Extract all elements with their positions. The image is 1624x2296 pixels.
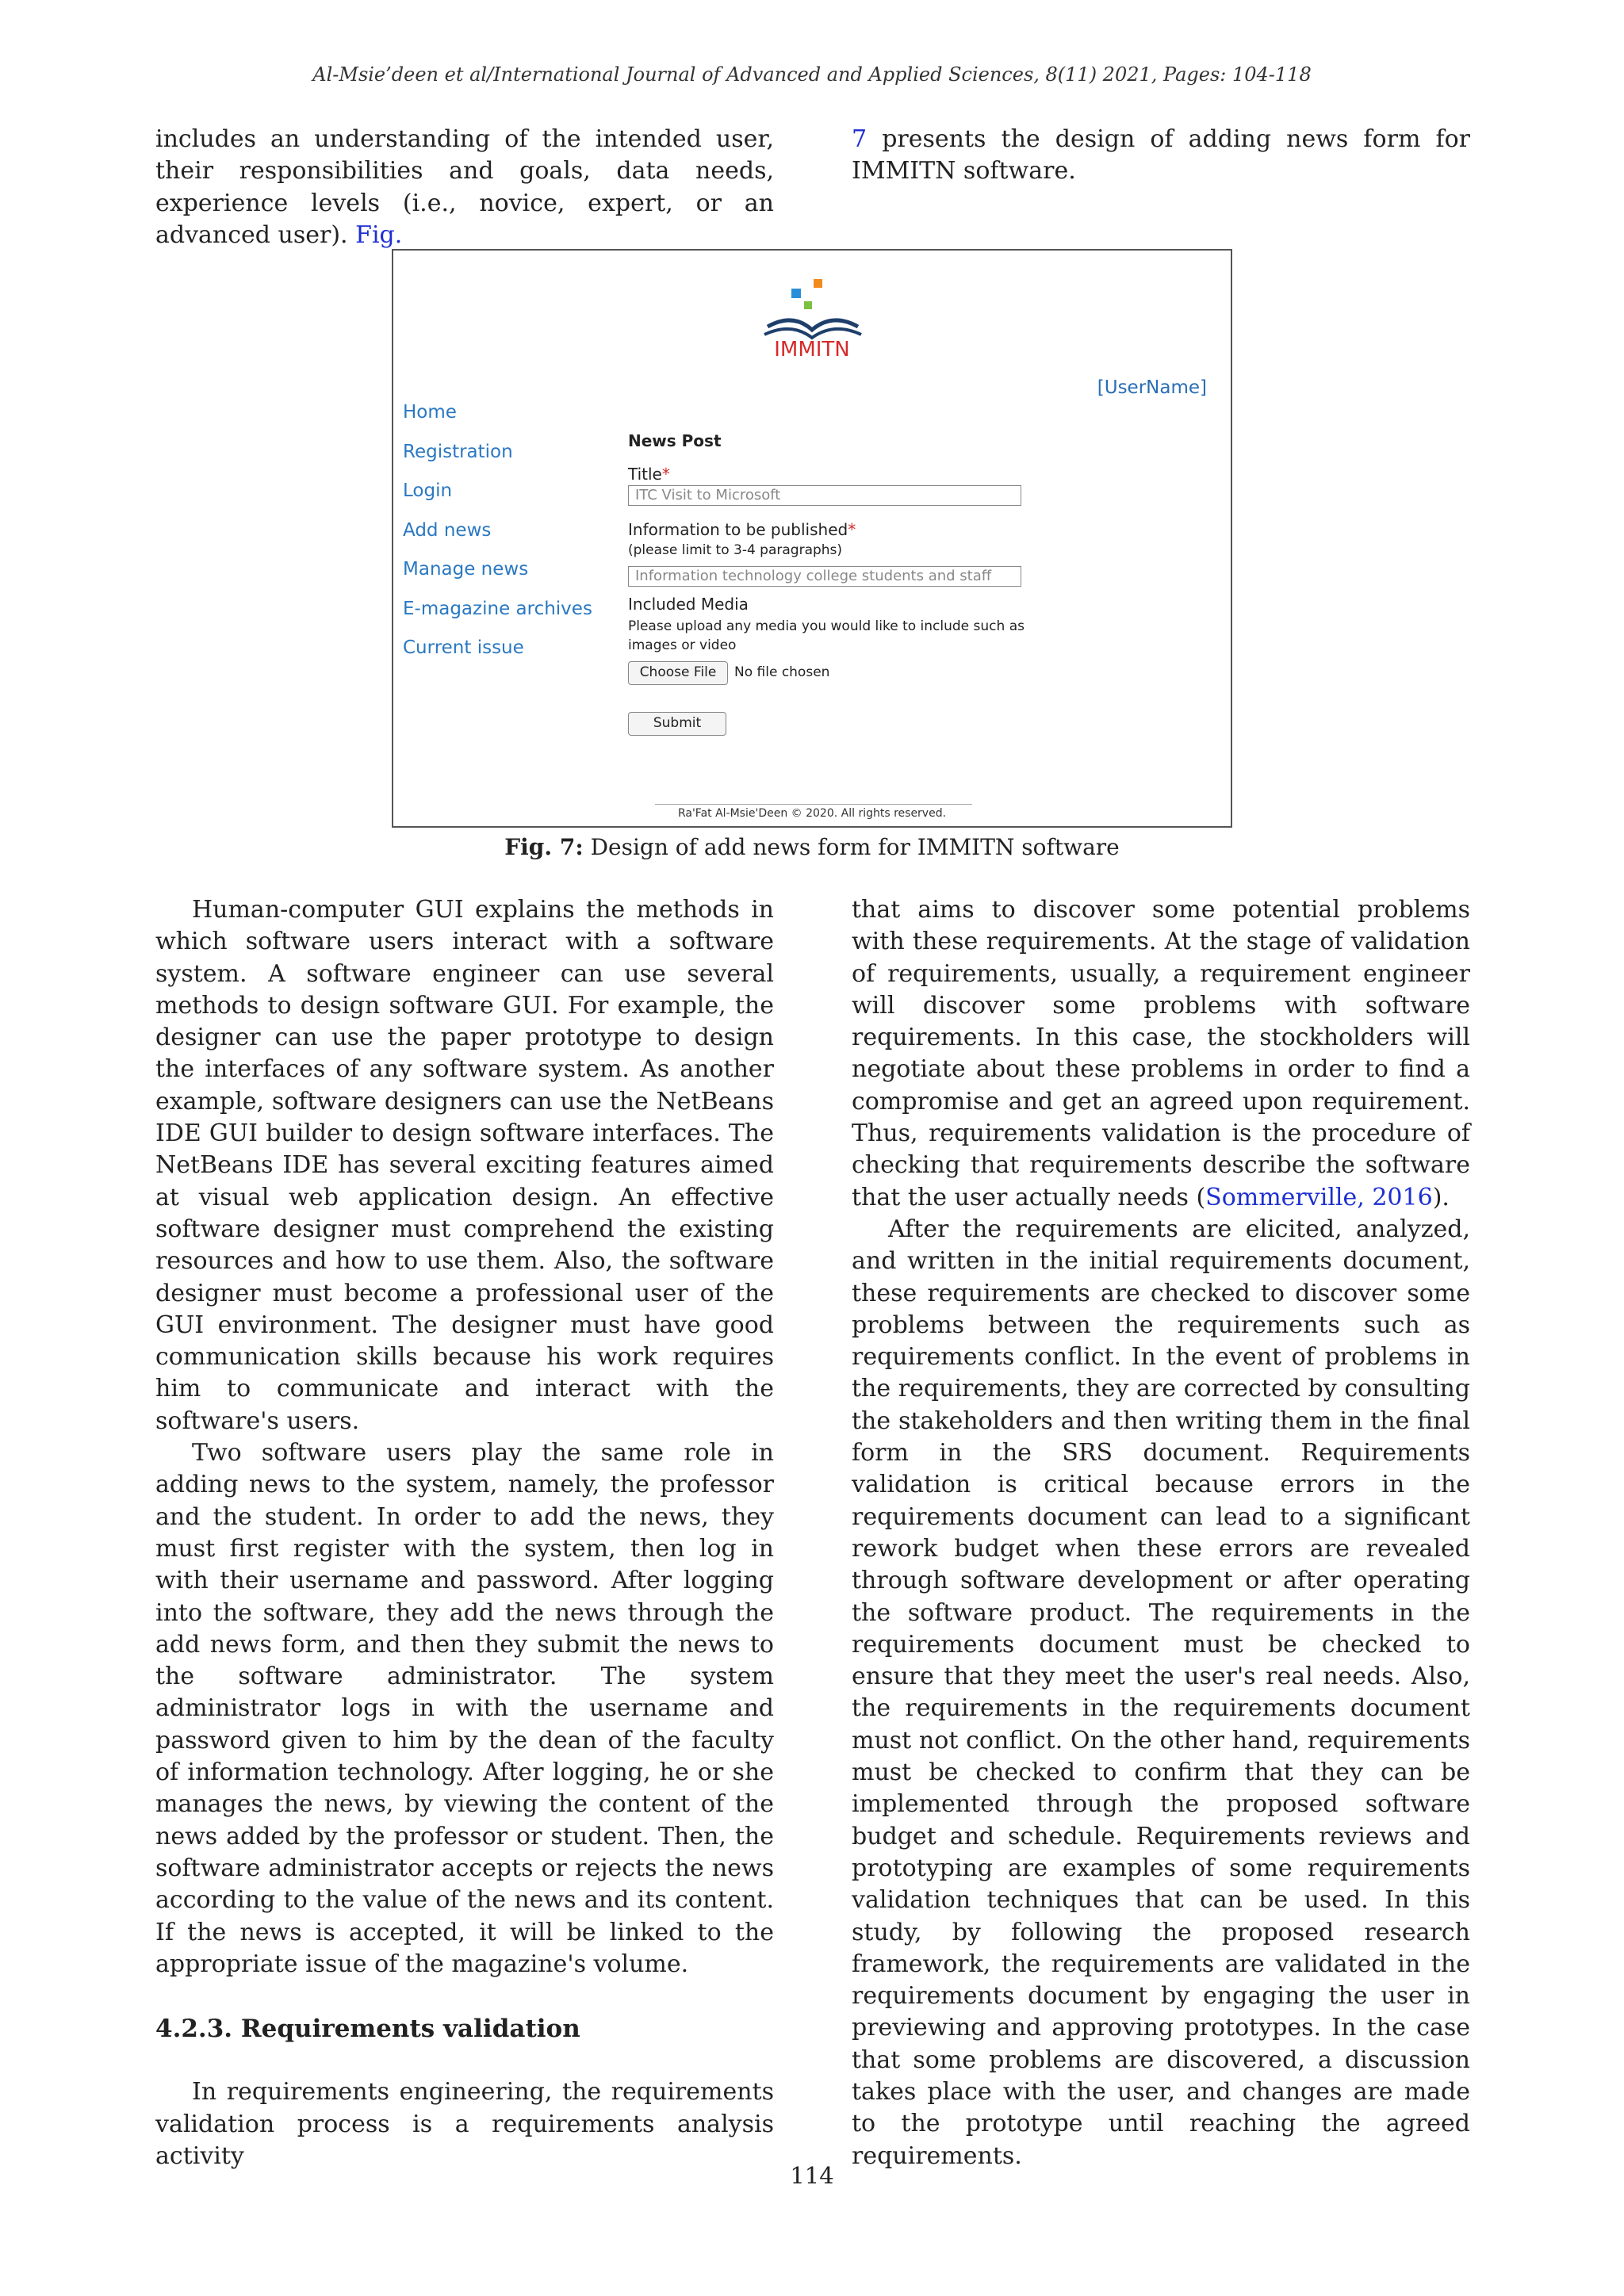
nav-emagazine-archives[interactable]: E-magazine archives: [403, 598, 592, 619]
media-label: Included Media: [628, 595, 749, 614]
brand-name: IMMITN: [774, 338, 850, 362]
top-left-body: includes an understanding of the intended user, their responsibilities and goals, data needs, experience levels (i.e., novice, expert, or an advanced user).: [155, 125, 774, 249]
nav-current-issue[interactable]: Current issue: [403, 637, 524, 658]
footer-divider: [655, 804, 972, 805]
copyright: Ra'Fat Al-Msie'Deen © 2020. All rights reserved.: [677, 807, 947, 820]
figure-add-news-form: [392, 249, 1232, 828]
top-left-text: [155, 124, 774, 251]
page-number: 114: [790, 2162, 834, 2189]
right-column: [852, 894, 1470, 2172]
form-heading: News Post: [628, 431, 722, 450]
paragraph: Two software users play the same role in adding news to the system, namely, the professor and the student. In order to add the news, they must first register with the system, then log in with their username and password. After logging into the software, they add the news through the add news form, and then they submit the news to the software administrator. The system administrator logs in with the username and password given to him by the dean of the faculty of information technology. After logging, he or she manages the news, by viewing the content of the news added by the professor or student. Then, the software administrator accepts or rejects the news according to the value of the news and its content. If the news is accepted, it will be linked to the appropriate issue of the magazine's volume.: [155, 1439, 774, 1978]
no-file-status: No file chosen: [734, 664, 830, 680]
figure-caption: Fig. 7: Design of add news form for IMMITN software: [504, 834, 1120, 860]
top-right-text: [852, 124, 1470, 188]
open-book-logo-icon: [758, 266, 869, 346]
nav-registration[interactable]: Registration: [403, 441, 513, 462]
info-input[interactable]: Information technology college students and staff: [628, 566, 1021, 587]
title-input[interactable]: ITC Visit to Microsoft: [628, 485, 1021, 506]
nav-home[interactable]: Home: [403, 402, 457, 423]
nav-manage-news[interactable]: Manage news: [403, 559, 529, 580]
submit-button[interactable]: Submit: [628, 712, 726, 736]
left-column: [155, 894, 774, 2172]
choose-file-button[interactable]: Choose File: [628, 661, 728, 685]
paragraph: After the requirements are elicited, analyzed, and written in the initial requirements document, these requirements are checked to discover some problems between the requirements such as requirements conflict. In the event of problems in the requirements, they are corrected by consulting the stakeholders and then writing them in the final form in the SRS document. Requirements validation is critical because errors in the requirements document can lead to a significant rework budget when these errors are revealed through software development or after operating the software product. The requirements in the requirements document must be checked to ensure that they meet the user's real needs. Also, the requirements in the requirements document must not conflict. On the other hand, requirements must be checked to confirm that they can be implemented through the proposed software budget and schedule. Requirements reviews and prototyping are examples of some requirements validation techniques that can be used. In this study, by following the proposed research framework, the requirements are validated in the requirements document by engaging the user in previewing and approving prototypes. In the case that some problems are discovered, a discussion takes place with the user, and changes are made to the prototype until reaching the agreed requirements.: [852, 1215, 1470, 2170]
fig-number-link[interactable]: 7: [852, 125, 868, 153]
top-right-body: presents the design of adding news form for IMMITN software.: [852, 125, 1471, 186]
info-hint: (please limit to 3-4 paragraphs): [628, 542, 843, 558]
nav-login[interactable]: Login: [403, 480, 453, 501]
sidebar-nav: [403, 393, 592, 668]
fig-link[interactable]: Fig.: [355, 220, 403, 249]
username-link[interactable]: [UserName]: [1097, 377, 1207, 398]
citation-link[interactable]: Sommerville, 2016: [1205, 1183, 1433, 1211]
info-label: Information to be published*: [628, 520, 856, 539]
title-label: Title*: [628, 465, 670, 484]
section-heading: 4.2.3. Requirements validation: [155, 2015, 580, 2044]
paragraph: that aims to discover some potential problems with these requirements. At the stage of validation of requirements, usually, a requirement engineer will discover some problems with software requirements. In this case, the stockholders will negotiate about these problems in order to find a compromise and get an agreed upon requirement. Thus, requirements validation is the procedure of checking that requirements describe the software that the user actually needs (Sommerville, 2016).: [852, 896, 1470, 1211]
media-hint: Please upload any media you would like to include such as images or video: [628, 618, 1025, 653]
paragraph: In requirements engineering, the requirements validation process is a requirements analysis activity: [155, 2078, 774, 2170]
paragraph: Human-computer GUI explains the methods in which software users interact with a software system. A software engineer can use several methods to design software GUI. For example, the designer can use the paper prototype to design the interfaces of any software system. As another example, software designers can use the NetBeans IDE GUI builder to design software interfaces. The NetBeans IDE has several exciting features aimed at visual web application design. An effective software designer must comprehend the existing resources and how to use them. Also, the software designer must become a professional user of the GUI environment. The designer must have good communication skills because his work requires him to communicate and interact with the software's users.: [155, 896, 774, 1435]
nav-add-news[interactable]: Add news: [403, 519, 492, 541]
running-header: Al-Msie’deen et al/International Journal of Advanced and Applied Sciences, 8(11) 2021, Pages: 104-118: [312, 63, 1312, 86]
